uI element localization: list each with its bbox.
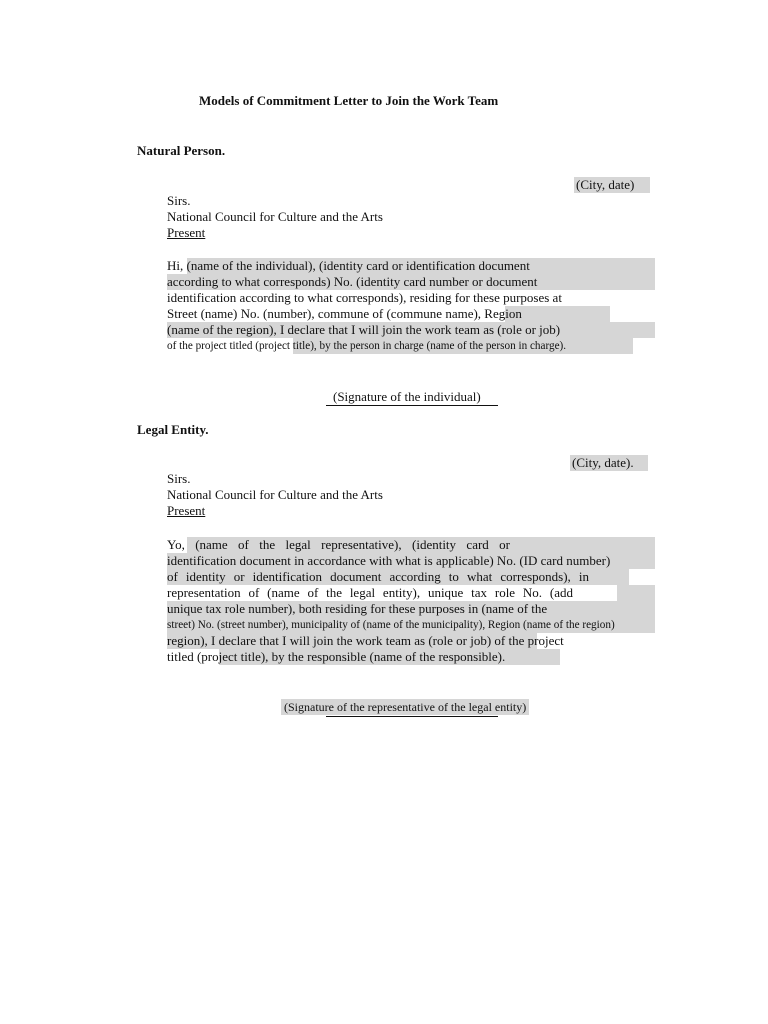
body-line: (name of the region), I declare that I will join the work team as (role or job): [167, 322, 566, 338]
body-line: identification document in accordance with what is applicable) No. (ID card number): [167, 553, 615, 569]
recipient: National Council for Culture and the Arts: [167, 487, 383, 502]
signature-label-individual: (Signature of the individual): [333, 389, 481, 404]
signature-line-legal-entity: [326, 716, 498, 717]
body-line: Hi, (name of the individual), (identity card or identification document: [167, 258, 566, 274]
document-title: Models of Commitment Letter to Join the Work Team: [199, 93, 499, 108]
recipient: National Council for Culture and the Arts: [167, 209, 383, 224]
salutation: Sirs.: [167, 193, 191, 208]
body-line: representation of (name of the legal entity), unique tax role No. (add: [167, 585, 615, 601]
body-paragraph-natural: [167, 258, 566, 354]
section-heading-text: Natural Person.: [137, 143, 226, 158]
body-line: of the project titled (project title), by the person in charge (name of the person in charge).: [167, 338, 566, 354]
body-line: Yo, (name of the legal representative), (identity card or: [167, 537, 615, 553]
addressee-block-legal: [167, 471, 383, 519]
body-line: titled (project title), by the responsible (name of the responsible).: [167, 649, 615, 665]
section-heading-text: Legal Entity.: [137, 422, 209, 437]
body-line: region), I declare that I will join the work team as (role or job) of the project: [167, 633, 564, 648]
section-heading-legal-entity: [133, 422, 209, 438]
signature-label-legal-entity: (Signature of the representative of the legal entity): [281, 699, 529, 715]
salutation: Sirs.: [167, 471, 191, 486]
date-field-natural: (City, date): [574, 177, 650, 193]
addressee-block-natural: [167, 193, 383, 241]
body-line: of identity or identification document according to what corresponds), in: [167, 569, 615, 585]
body-line: identification according to what corresponds), residing for these purposes at: [167, 290, 562, 305]
present-label: Present: [167, 225, 206, 240]
body-line: unique tax role number), both residing for these purposes in (name of the: [167, 601, 615, 617]
section-heading-natural-person: [133, 143, 225, 159]
body-line: according to what corresponds) No. (identity card number or document: [167, 274, 566, 290]
present-label: Present: [167, 503, 206, 518]
body-line: Street (name) No. (number), commune of (commune name), Region: [167, 306, 566, 322]
body-paragraph-legal: [167, 537, 615, 665]
date-field-legal: (City, date).: [570, 455, 648, 471]
signature-line-individual: [326, 405, 498, 406]
body-line: street) No. (street number), municipality of (name of the municipality), Region (name of the region): [167, 617, 615, 633]
